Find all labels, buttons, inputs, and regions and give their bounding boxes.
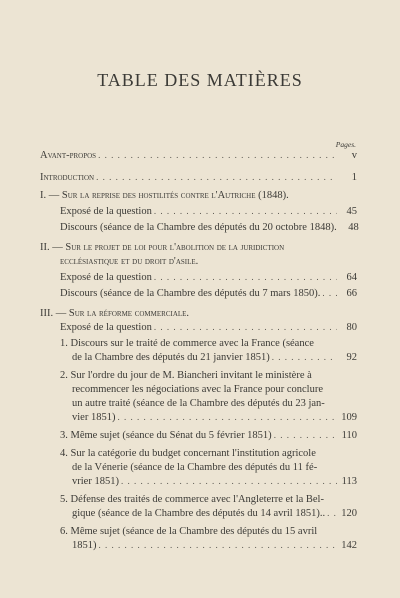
section-heading-1: I. — Sur la reprise des hostilités contre l'Autriche (1848). — [40, 190, 289, 201]
section-heading-2-line2: ecclésiastique et du droit d'asile. — [60, 256, 199, 267]
entry-page: 110 — [341, 430, 357, 441]
entry-page: 64 — [346, 272, 357, 283]
leader-dots — [154, 322, 337, 332]
entry-label: Exposé de la question — [60, 322, 152, 333]
leader-dots — [322, 288, 337, 298]
entry-page: 80 — [346, 322, 357, 333]
leader-dots — [274, 430, 337, 440]
entry-page: 92 — [346, 352, 357, 363]
entry-page: 109 — [341, 412, 357, 423]
toc-item-2-line2: recommencer les négociations avec la France pour conclure — [72, 384, 324, 395]
toc-item-2-line1: 2. Sur l'ordre du jour de M. Biancheri invitant le ministère à — [60, 370, 312, 381]
entry-label: vrier 1851) — [72, 476, 119, 487]
entry-label: de la Chambre des députés du 21 janvier 1851) — [72, 352, 270, 363]
toc-item-4-line2: de la Vénerie (séance de la Chambre des députés du 11 fé- — [72, 462, 318, 473]
page-title: TABLE DES MATIÈRES — [97, 70, 303, 90]
entry-label: Discours (séance de la Chambre des députés du 20 octobre 1848). — [60, 222, 337, 233]
toc-item-2-line3: un autre traité (séance de la Chambre des députés du 23 jan- — [72, 398, 325, 409]
leader-dots — [98, 150, 337, 160]
leader-dots — [272, 352, 337, 362]
toc-entry-s2-discours[interactable] — [60, 288, 357, 299]
leader-dots — [96, 172, 337, 182]
toc-entry-introduction[interactable] — [40, 172, 357, 183]
toc-entry-s3-expose[interactable] — [60, 322, 357, 333]
toc-entry-s3-item5[interactable] — [72, 508, 357, 519]
toc-entry-s3-item1[interactable] — [72, 352, 357, 363]
toc-item-6-line1: 6. Même sujet (séance de la Chambre des députés du 15 avril — [60, 526, 318, 537]
entry-label: Avant-propos — [40, 150, 97, 161]
leader-dots — [327, 508, 337, 518]
entry-label: Introduction — [40, 172, 95, 183]
entry-label: 3. Même sujet (séance du Sénat du 5 février 1851) — [60, 430, 272, 441]
leader-dots — [99, 540, 338, 550]
entry-page: 1 — [351, 172, 357, 183]
entry-label: Discours (séance de la Chambre des députés du 7 mars 1850). — [60, 288, 321, 299]
entry-label: vier 1851) — [72, 412, 116, 423]
toc-entry-s3-item6[interactable] — [72, 540, 357, 551]
leader-dots — [121, 476, 337, 486]
leader-dots — [154, 206, 337, 216]
toc-entry-s3-item2[interactable] — [72, 412, 357, 423]
toc-item-4-line1: 4. Sur la catégorie du budget concernant l'institution agricole — [60, 448, 316, 459]
entry-page: 120 — [341, 508, 357, 519]
leader-dots — [154, 272, 337, 282]
pages-column-label: Pages. — [335, 140, 356, 149]
section-heading-2-line1: II. — Sur le projet de loi pour l'abolition de la juridiction — [40, 242, 285, 253]
entry-label: Exposé de la question — [60, 206, 152, 217]
entry-page: 48 — [348, 222, 359, 233]
toc-item-1-line1: 1. Discours sur le traité de commerce avec la France (séance — [60, 338, 314, 349]
entry-page: 113 — [341, 476, 357, 487]
toc-entry-s3-item3[interactable] — [60, 430, 357, 441]
entry-page: 45 — [346, 206, 357, 217]
toc-entry-s1-expose[interactable] — [60, 206, 357, 217]
toc-entry-s3-item4[interactable] — [72, 476, 357, 487]
toc-item-5-line1: 5. Défense des traités de commerce avec l'Angleterre et la Bel- — [60, 494, 324, 505]
entry-page: 142 — [341, 540, 357, 551]
entry-page: v — [351, 150, 357, 161]
leader-dots — [117, 412, 337, 422]
toc-entry-s2-expose[interactable] — [60, 272, 357, 283]
section-heading-3: III. — Sur la réforme commerciale. — [40, 308, 190, 319]
toc-entry-s1-discours[interactable] — [60, 222, 357, 233]
entry-label: gique (séance de la Chambre des députés du 14 avril 1851).. — [72, 508, 326, 519]
toc-entry-avant-propos[interactable] — [40, 150, 357, 161]
entry-page: 66 — [346, 288, 357, 299]
entry-label: Exposé de la question — [60, 272, 152, 283]
entry-label: 1851) — [72, 540, 97, 551]
